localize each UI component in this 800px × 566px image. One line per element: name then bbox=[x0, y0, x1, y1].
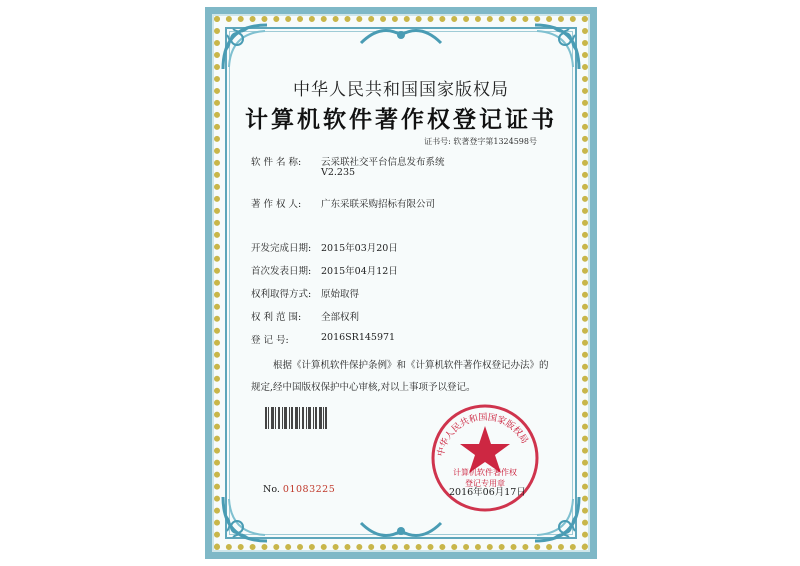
statement-line2: 规定,经中国版权保护中心审核,对以上事项予以登记。 bbox=[251, 382, 476, 393]
cert-no-value: 软著登字第1324598号 bbox=[453, 137, 537, 146]
owner-row bbox=[251, 196, 435, 210]
scope-row bbox=[251, 309, 359, 323]
acquire-label: 权利取得方式: bbox=[251, 289, 312, 300]
top-ornament-icon bbox=[356, 23, 446, 47]
certificate bbox=[205, 7, 597, 559]
acquire-method: 原始取得 bbox=[321, 289, 360, 300]
issue-date: 2016年06月17日 bbox=[449, 487, 526, 498]
scope-label: 权 利 范 围: bbox=[251, 312, 302, 323]
software-name: 云采联社交平台信息发布系统 bbox=[321, 157, 445, 168]
publish-label: 首次发表日期: bbox=[251, 266, 312, 277]
seal-center-line1: 计算机软件著作权 bbox=[453, 468, 517, 477]
software-name-row bbox=[251, 154, 445, 168]
software-name-label: 软 件 名 称: bbox=[251, 157, 302, 168]
bottom-ornament-icon bbox=[356, 519, 446, 543]
publish-date: 2015年04月12日 bbox=[321, 266, 398, 277]
owner-label: 著 作 权 人: bbox=[251, 199, 302, 210]
reg-no: 2016SR145971 bbox=[321, 332, 396, 343]
completion-row bbox=[251, 240, 398, 254]
cert-no-label: 证书号: bbox=[424, 137, 451, 146]
authority-title: 中华人民共和国国家版权局 bbox=[293, 80, 509, 100]
publish-row bbox=[251, 263, 398, 277]
owner: 广东采联采购招标有限公司 bbox=[321, 199, 436, 210]
software-version: V2.235 bbox=[321, 167, 356, 178]
corner-ornament-icon bbox=[531, 21, 583, 73]
completion-date: 2015年03月20日 bbox=[321, 243, 398, 254]
corner-ornament-icon bbox=[219, 493, 271, 545]
barcode-icon bbox=[265, 407, 327, 429]
certificate-title: 计算机软件著作权登记证书 bbox=[245, 107, 557, 133]
statement bbox=[251, 355, 571, 399]
seal-ring-text: 中华人民共和国国家版权局 bbox=[436, 412, 530, 458]
acquire-row bbox=[251, 286, 359, 300]
serial-line bbox=[263, 484, 335, 495]
serial-number: 01083225 bbox=[282, 484, 336, 495]
scope: 全部权利 bbox=[321, 312, 360, 323]
serial-label: No. bbox=[263, 484, 280, 495]
seal-center-line2: 登记专用章 bbox=[465, 479, 505, 488]
statement-line1: 根据《计算机软件保护条例》和《计算机软件著作权登记办法》的 bbox=[273, 360, 549, 371]
reg-label: 登 记 号: bbox=[251, 335, 289, 346]
certificate-number bbox=[424, 136, 537, 147]
software-version-row bbox=[251, 167, 355, 178]
corner-ornament-icon bbox=[219, 21, 271, 73]
reg-row bbox=[251, 332, 395, 346]
completion-label: 开发完成日期: bbox=[251, 243, 312, 254]
